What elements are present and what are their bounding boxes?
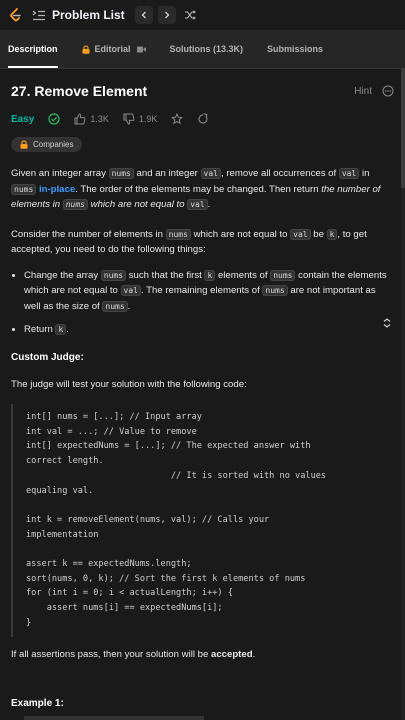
chevron-left-icon [140, 11, 148, 19]
next-content-peek [24, 716, 204, 720]
tab-description[interactable]: Description [8, 30, 58, 68]
final-paragraph: If all assertions pass, then your solution will be accepted. [11, 648, 256, 660]
thumbs-up-icon [74, 113, 86, 125]
difficulty-badge: Easy [11, 113, 35, 125]
tab-solutions[interactable]: Solutions (13.3K) [169, 44, 244, 54]
lock-icon [20, 140, 28, 149]
tab-submissions[interactable]: Submissions [267, 44, 324, 54]
requirements-list [11, 268, 394, 338]
description-paragraph-2: Consider the number of elements in nums which are not equal to val be k , to get accepted, you need to do the following things: [11, 228, 367, 255]
dislike-button[interactable]: 1.9K [123, 113, 158, 125]
list-item: • Change the array nums such that the first k elements of nums contain the elements which are not equal to val . The remaining elements of nums are not important as well as the size of nums . [24, 268, 394, 315]
like-button[interactable]: 1.3K [74, 113, 109, 125]
problem-description [0, 83, 405, 709]
more-options-icon[interactable] [382, 85, 394, 97]
judge-description: The judge will test your solution with the following code: [11, 378, 247, 390]
companies-tag[interactable]: Companies [11, 137, 82, 152]
hint-button[interactable]: Hint [354, 85, 372, 97]
tab-editorial[interactable]: Editorial [82, 30, 146, 68]
star-icon[interactable] [171, 113, 183, 125]
scrollbar-thumb[interactable] [401, 68, 405, 188]
video-icon [137, 46, 146, 53]
leetcode-logo-icon[interactable] [8, 7, 22, 23]
list-item: • Return k . [24, 322, 394, 338]
list-icon[interactable] [32, 9, 46, 21]
shuffle-button[interactable] [181, 6, 199, 24]
top-bar [0, 0, 405, 30]
problem-list-link[interactable]: Problem List [52, 8, 125, 22]
custom-judge-heading: Custom Judge: [11, 351, 84, 363]
problem-title: 27. Remove Element [11, 83, 148, 99]
chevron-right-icon [163, 11, 171, 19]
judge-code-block: int[] nums = [...]; // Input array int val = ...; // Value to remove int[] expectedNums = [...]; // The expected answer with correct length. // It is sorted with no values equaling val. int k = removeElement(nums, val); // Calls your implementation assert k == expectedNums.length; sort(nums, 0, k); // Sort the first k elements of nums for (int i = 0; i < actualLength; i++) { assert nums[i] == expectedNums[i]; } [11, 404, 394, 637]
expand-icon[interactable] [383, 317, 391, 331]
next-problem-button[interactable] [158, 6, 176, 24]
lock-icon [82, 45, 90, 54]
prev-problem-button[interactable] [135, 6, 153, 24]
thumbs-down-icon [123, 113, 135, 125]
share-icon[interactable] [197, 113, 209, 125]
tab-bar [0, 30, 405, 69]
in-place-link[interactable]: in-place [38, 183, 76, 195]
example-1-heading: Example 1: [11, 698, 64, 710]
description-paragraph-1: Given an integer array nums and an integer val , remove all occurrences of val in nums in-place. The order of the elements may be changed. Then return the number of elements in nums which are not equal to val . [11, 168, 381, 210]
shuffle-icon [184, 10, 196, 20]
solved-check-icon [48, 113, 60, 125]
